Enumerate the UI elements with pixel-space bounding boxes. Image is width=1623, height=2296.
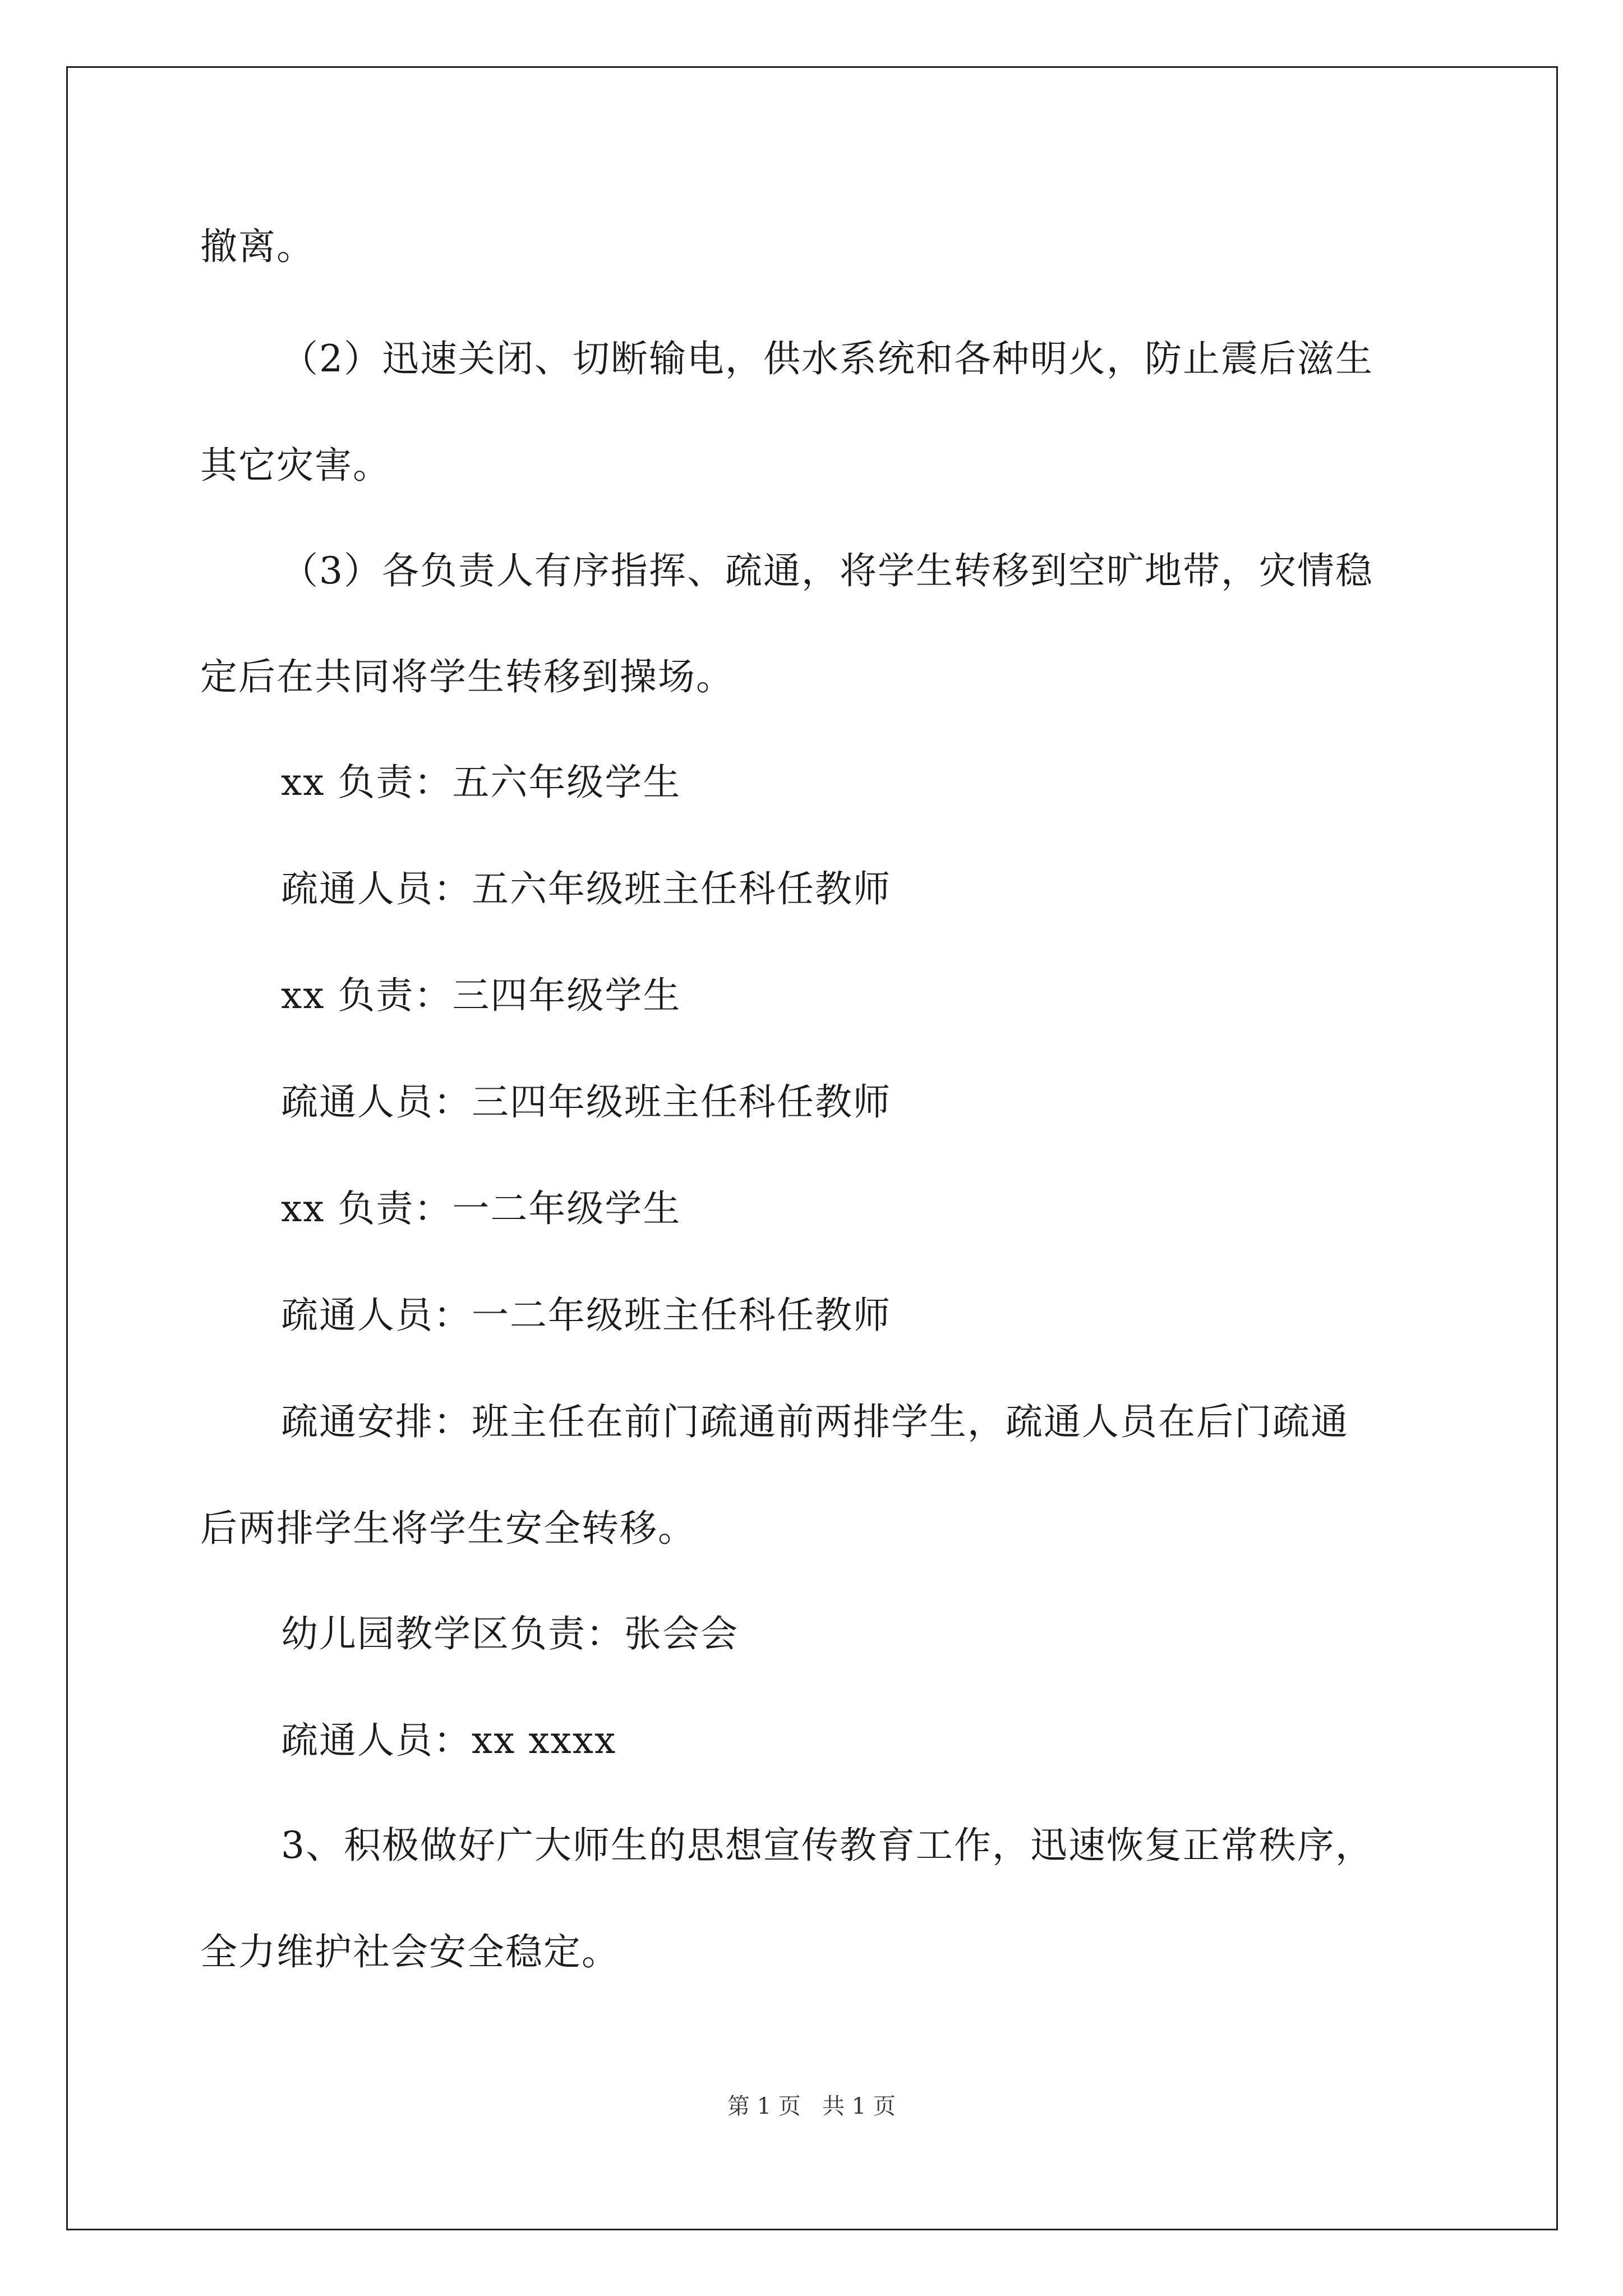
paragraph-line: xx 负责：一二年级学生 xyxy=(281,1187,681,1230)
paragraph-line: 全力维护社会安全稳定。 xyxy=(200,1930,620,1973)
paragraph-line: 疏通人员：xx xxxx xyxy=(281,1719,617,1762)
paragraph-line: 疏通人员：五六年级班主任科任教师 xyxy=(281,867,891,910)
paragraph-line: xx 负责：五六年级学生 xyxy=(281,761,681,804)
paragraph-line: 疏通安排：班主任在前门疏通前两排学生，疏通人员在后门疏通 xyxy=(281,1400,1349,1443)
paragraph-line: 后两排学生将学生安全转移。 xyxy=(200,1507,696,1550)
paragraph-line: 疏通人员：一二年级班主任科任教师 xyxy=(281,1294,891,1337)
paragraph-line: 疏通人员：三四年级班主任科任教师 xyxy=(281,1080,891,1124)
page-number-footer: 第 1 页 共 1 页 xyxy=(727,2093,896,2119)
paragraph-line: 其它灾害。 xyxy=(200,444,391,487)
page-border xyxy=(66,66,1558,2230)
paragraph-line: xx 负责：三四年级学生 xyxy=(281,974,681,1017)
paragraph-line: 定后在共同将学生转移到操场。 xyxy=(200,655,734,698)
paragraph-line: 幼儿园教学区负责：张会会 xyxy=(281,1612,739,1655)
paragraph-line: 3、积极做好广大师生的思想宣传教育工作，迅速恢复正常秩序， xyxy=(281,1824,1373,1867)
paragraph-line: （3）各负责人有序指挥、疏通，将学生转移到空旷地带，灾情稳 xyxy=(281,549,1373,592)
paragraph-line: （2）迅速关闭、切断输电，供水系统和各种明火，防止震后滋生 xyxy=(281,337,1373,380)
paragraph-line: 撤离。 xyxy=(200,225,315,268)
